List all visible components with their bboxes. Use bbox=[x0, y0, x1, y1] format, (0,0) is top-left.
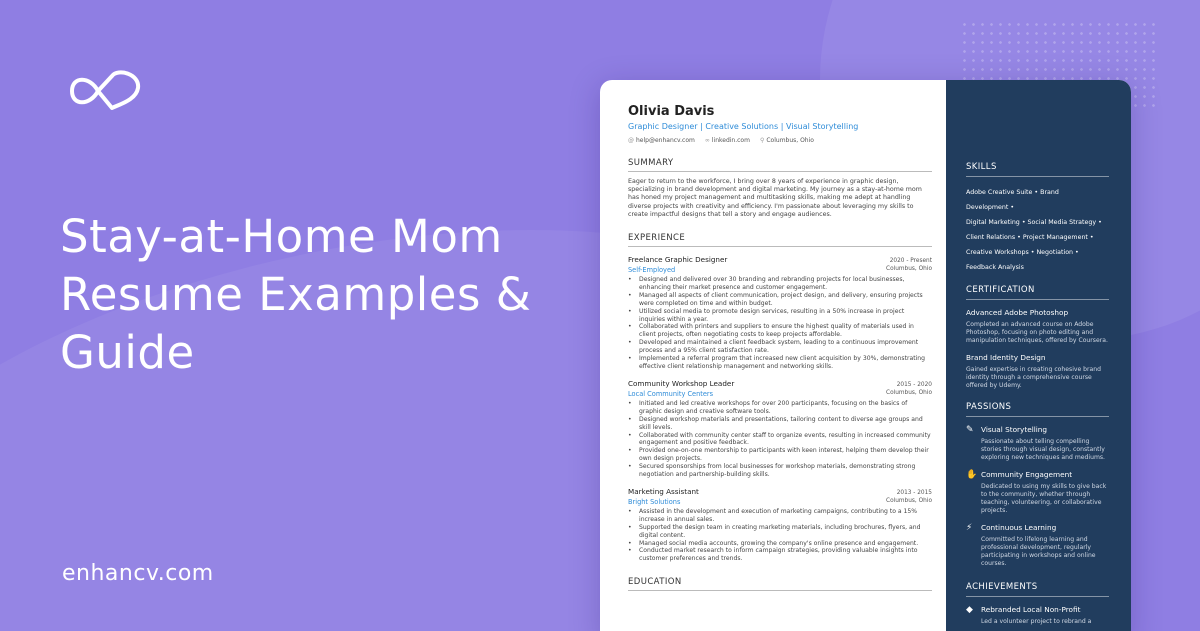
passions-item bbox=[966, 425, 1109, 462]
summary-text: Eager to return to the workforce, I bring over 8 years of experience in graphic design, specializing in brand development and digital marketing. My journey as a stay-at-home mom has honed my project management and multitasking skills, making me adept at handling diverse projects with creativity and efficiency. I'm passionate about leveraging my skills to create impactful designs that tell a story and engage audiences. bbox=[628, 178, 922, 218]
resume-contacts bbox=[628, 137, 932, 144]
diamond-icon: ◆ bbox=[966, 605, 973, 615]
passions-item bbox=[966, 523, 1109, 568]
location-icon: ⚲ bbox=[759, 137, 765, 144]
job-bullet: • Provided one-on-one mentorship to participants with keen interest, helping them develop their own design projects. bbox=[628, 447, 932, 463]
skill-item: Social Media Strategy bbox=[1027, 219, 1097, 226]
enhancv-logo[interactable] bbox=[68, 70, 146, 116]
contact-link: ∞ linkedin.com bbox=[704, 137, 750, 144]
job-title: Community Workshop Leader bbox=[628, 378, 735, 388]
job-bullet: • Managed social media accounts, growing the company's online presence and engagement. bbox=[628, 540, 932, 548]
contact-location: ⚲ Columbus, Ohio bbox=[759, 137, 814, 144]
certification-desc: Completed an advanced course on Adobe Photoshop, focusing on photo editing and manipulation techniques, offered by Coursera. bbox=[966, 321, 1108, 344]
job-bullets bbox=[628, 400, 932, 479]
passions-name: Visual Storytelling bbox=[981, 425, 1048, 434]
resume-role: Graphic Designer | Creative Solutions | Visual Storytelling bbox=[628, 122, 859, 131]
job-bullet: • Designed workshop materials and presentations, tailoring content to diverse age groups and skill levels. bbox=[628, 416, 932, 432]
passions-desc: Dedicated to using my skills to give back to the community, whether through teaching, volunteering, or collaborative projects. bbox=[981, 483, 1107, 514]
resume-name: Olivia Davis bbox=[628, 104, 715, 119]
skill-separator: • bbox=[1034, 189, 1039, 196]
job-entry bbox=[628, 487, 932, 563]
passions-name: Continuous Learning bbox=[981, 523, 1057, 532]
job-bullet: • Assisted in the development and execution of marketing campaigns, contributing to a 15% increase in annual sales. bbox=[628, 508, 932, 524]
achievements-list bbox=[966, 605, 1109, 626]
job-bullets bbox=[628, 508, 932, 563]
skill-separator: • bbox=[1075, 249, 1079, 256]
skill-separator: • bbox=[1089, 234, 1094, 241]
handshake-icon: ✋ bbox=[966, 470, 978, 480]
resume-preview bbox=[600, 80, 1131, 631]
skill-item: Adobe Creative Suite bbox=[966, 189, 1033, 196]
link-icon: ∞ bbox=[704, 137, 710, 144]
job-bullet: • Collaborated with printers and suppliers to ensure the highest quality of materials used in client projects, often negotiating costs to keep projects affordable. bbox=[628, 323, 932, 339]
job-company: Local Community Centers bbox=[628, 389, 714, 398]
skills-heading: SKILLS bbox=[966, 162, 1109, 177]
bolt-icon: ⚡ bbox=[966, 523, 973, 533]
certification-desc: Gained expertise in creating cohesive brand identity through a comprehensive course offered by Udemy. bbox=[966, 366, 1102, 389]
skill-item: Creative Workshops bbox=[966, 249, 1029, 256]
achievements-body bbox=[981, 605, 1091, 626]
job-company: Self-Employed bbox=[628, 266, 676, 275]
skills-list bbox=[966, 185, 1109, 275]
job-location: Columbus, Ohio bbox=[886, 497, 932, 504]
passions-body bbox=[981, 523, 1109, 568]
certification-list bbox=[966, 308, 1109, 390]
job-bullet: • Collaborated with community center staff to organize events, resulting in increased community engagement and positive feedback. bbox=[628, 432, 932, 448]
passions-desc: Passionate about telling compelling stories through visual design, constantly exploring new techniques and mediums. bbox=[981, 438, 1105, 461]
achievements-name: Rebranded Local Non-Profit bbox=[981, 605, 1081, 614]
job-entry bbox=[628, 255, 932, 371]
certification-item bbox=[966, 308, 1109, 345]
job-header bbox=[628, 487, 932, 496]
certification-item bbox=[966, 353, 1109, 390]
job-date: 2020 - Present bbox=[889, 258, 932, 265]
job-bullet: • Secured sponsorships from local businesses for workshop materials, demonstrating strong negotiation and partnership-building skills. bbox=[628, 463, 932, 479]
achievements-item bbox=[966, 605, 1109, 626]
skill-separator: • bbox=[1098, 219, 1102, 226]
skill-separator: • bbox=[1017, 234, 1021, 241]
job-subheader bbox=[628, 498, 932, 506]
job-entry bbox=[628, 379, 932, 479]
skill-item: Brand Development bbox=[966, 189, 1059, 211]
passions-list bbox=[966, 425, 1109, 568]
job-title: Freelance Graphic Designer bbox=[628, 255, 728, 265]
job-date: 2013 - 2015 bbox=[896, 489, 932, 496]
skill-item: Client Relations bbox=[966, 234, 1016, 241]
job-bullet: • Managed all aspects of client communication, project design, and delivery, ensuring projects were completed on time and within budget. bbox=[628, 292, 932, 308]
email-icon: @ bbox=[628, 137, 634, 144]
job-location: Columbus, Ohio bbox=[886, 389, 932, 396]
skill-item: Project Management bbox=[1022, 234, 1088, 241]
pen-icon: ✎ bbox=[966, 425, 974, 435]
experience-heading: EXPERIENCE bbox=[628, 233, 932, 247]
job-bullet: • Implemented a referral program that increased new client acquisition by 30%, demonstrating effective client relationship management and networking skills. bbox=[628, 355, 932, 371]
skill-separator: • bbox=[1021, 219, 1026, 226]
passions-name: Community Engagement bbox=[981, 470, 1073, 479]
job-bullet: • Utilized social media to promote design services, resulting in a 50% increase in project inquiries within a year. bbox=[628, 308, 932, 324]
resume-main-column bbox=[600, 80, 946, 631]
skill-item: Digital Marketing bbox=[966, 219, 1020, 226]
job-company: Bright Solutions bbox=[628, 497, 681, 506]
passions-item bbox=[966, 470, 1109, 515]
passions-body bbox=[981, 425, 1109, 462]
job-bullet: • Initiated and led creative workshops for over 200 participants, focusing on the basics of graphic design and creative software tools. bbox=[628, 400, 932, 416]
certification-heading: CERTIFICATION bbox=[966, 285, 1109, 300]
passions-heading: PASSIONS bbox=[966, 402, 1109, 417]
job-date: 2015 - 2020 bbox=[896, 381, 932, 388]
site-url[interactable]: enhancv.com bbox=[62, 561, 214, 586]
certification-name: Advanced Adobe Photoshop bbox=[966, 308, 1069, 317]
skill-item: Feedback Analysis bbox=[966, 264, 1024, 271]
skill-item: Negotiation bbox=[1036, 249, 1074, 256]
education-heading: EDUCATION bbox=[628, 577, 932, 591]
job-subheader bbox=[628, 390, 932, 398]
achievements-heading: ACHIEVEMENTS bbox=[966, 582, 1109, 597]
job-bullet: • Developed and maintained a client feedback system, leading to a continuous improvement process and a 95% client satisfaction rate. bbox=[628, 339, 932, 355]
job-header bbox=[628, 255, 932, 264]
job-bullets bbox=[628, 276, 932, 371]
skill-separator: • bbox=[1010, 204, 1015, 211]
contact-email: @ help@enhancv.com bbox=[628, 137, 695, 144]
skill-separator: • bbox=[1030, 249, 1035, 256]
passions-body bbox=[981, 470, 1109, 515]
job-location: Columbus, Ohio bbox=[886, 266, 932, 273]
page-headline: Stay-at-Home Mom Resume Examples & Guide bbox=[60, 210, 532, 379]
job-subheader bbox=[628, 266, 932, 274]
job-bullet: • Supported the design team in creating marketing materials, including brochures, flyers, and digital content. bbox=[628, 524, 932, 540]
job-title: Marketing Assistant bbox=[628, 486, 699, 496]
job-bullet: • Conducted market research to inform campaign strategies, providing valuable insights into customer preferences and trends. bbox=[628, 547, 932, 563]
resume-sidebar bbox=[946, 80, 1131, 631]
job-header bbox=[628, 379, 932, 388]
experience-list bbox=[628, 255, 932, 563]
summary-heading: SUMMARY bbox=[628, 158, 932, 172]
achievements-desc: Led a volunteer project to rebrand a bbox=[981, 618, 1092, 625]
certification-name: Brand Identity Design bbox=[966, 353, 1046, 362]
job-bullet: • Designed and delivered over 30 branding and rebranding projects for local businesses, enhancing their market presence and customer engagement. bbox=[628, 276, 932, 292]
passions-desc: Committed to lifelong learning and professional development, regularly participating in workshops and online courses. bbox=[981, 536, 1096, 567]
